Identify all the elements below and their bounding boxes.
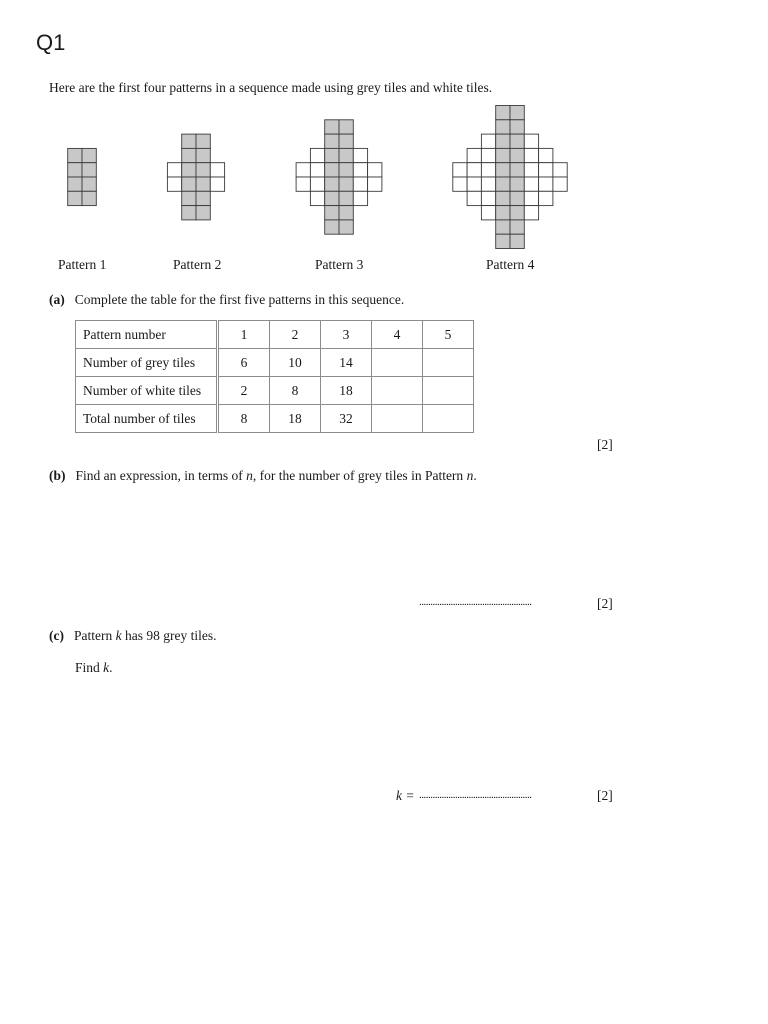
pattern-4-label: Pattern 4	[486, 257, 535, 272]
part-b-var-n: n	[246, 468, 253, 483]
part-c-label: (c)	[49, 628, 64, 643]
grey-tile	[68, 163, 82, 177]
white-tile	[524, 191, 538, 205]
grey-tile	[196, 191, 210, 205]
grey-tile	[68, 177, 82, 191]
part-c-text-2: has 98 grey tiles.	[121, 628, 217, 643]
grey-tile	[196, 134, 210, 148]
white-tile	[481, 163, 495, 177]
pattern-2-tiles	[167, 134, 224, 220]
white-tile	[210, 177, 224, 191]
white-tile	[481, 177, 495, 191]
part-c-answer-line[interactable]: ..................................................	[419, 789, 532, 801]
grey-tile	[496, 120, 510, 134]
table-cell: 10	[270, 349, 321, 377]
grey-tile	[82, 163, 96, 177]
white-tile	[539, 148, 553, 162]
grey-tile	[325, 220, 339, 234]
grey-tile	[196, 206, 210, 220]
tiles-table	[75, 320, 474, 433]
white-tile	[453, 163, 467, 177]
table-cell: 1	[218, 321, 270, 349]
grey-tile	[196, 148, 210, 162]
pattern-4-tiles	[453, 106, 567, 249]
table-cell: 4	[372, 321, 423, 349]
pattern-1-label: Pattern 1	[58, 257, 107, 272]
white-tile	[310, 163, 324, 177]
patterns-diagram	[0, 100, 768, 250]
white-tile	[539, 177, 553, 191]
part-b-text-3: .	[473, 468, 477, 483]
white-tile	[210, 163, 224, 177]
grey-tile	[182, 134, 196, 148]
white-tile	[310, 177, 324, 191]
grey-tile	[496, 148, 510, 162]
table-answer-cell[interactable]	[423, 349, 474, 377]
white-tile	[368, 163, 382, 177]
part-c-find-var: k	[103, 660, 110, 675]
grey-tile	[510, 134, 524, 148]
grey-tile	[339, 120, 353, 134]
grey-tile	[510, 163, 524, 177]
grey-tile	[496, 191, 510, 205]
table-row-header: Pattern number	[76, 321, 218, 349]
part-c-prompt	[49, 628, 216, 644]
white-tile	[353, 148, 367, 162]
white-tile	[353, 191, 367, 205]
part-c-find	[75, 660, 113, 676]
part-b-label: (b)	[49, 468, 66, 483]
table-row	[76, 377, 474, 405]
white-tile	[467, 148, 481, 162]
part-c-var-k: k	[115, 628, 122, 643]
white-tile	[539, 191, 553, 205]
part-b-text-2: , for the number of grey tiles in Pattern	[252, 468, 467, 483]
part-c-find-text: Find	[75, 660, 104, 675]
grey-tile	[339, 163, 353, 177]
grey-tile	[182, 206, 196, 220]
white-tile	[467, 163, 481, 177]
table-answer-cell[interactable]	[372, 405, 423, 433]
grey-tile	[325, 206, 339, 220]
table-cell: 8	[270, 377, 321, 405]
grey-tile	[196, 163, 210, 177]
part-b-var-n-2: n	[466, 468, 474, 483]
table-row	[76, 321, 474, 349]
grey-tile	[496, 234, 510, 248]
part-b-prompt	[49, 468, 477, 484]
part-a-marks: [2]	[597, 437, 613, 452]
white-tile	[481, 191, 495, 205]
table-answer-cell[interactable]	[372, 349, 423, 377]
part-c-text-1: Pattern	[73, 628, 116, 643]
grey-tile	[496, 134, 510, 148]
table-cell: 2	[218, 377, 270, 405]
grey-tile	[510, 177, 524, 191]
grey-tile	[339, 220, 353, 234]
grey-tile	[82, 191, 96, 205]
white-tile	[167, 163, 181, 177]
grey-tile	[68, 191, 82, 205]
pattern-3-tiles	[296, 120, 382, 234]
grey-tile	[496, 177, 510, 191]
grey-tile	[325, 177, 339, 191]
grey-tile	[196, 177, 210, 191]
table-row-header: Total number of tiles	[76, 405, 218, 433]
white-tile	[467, 177, 481, 191]
grey-tile	[510, 206, 524, 220]
grey-tile	[339, 206, 353, 220]
white-tile	[524, 148, 538, 162]
white-tile	[553, 163, 567, 177]
grey-tile	[510, 191, 524, 205]
white-tile	[296, 177, 310, 191]
part-c-marks: [2]	[597, 788, 613, 803]
white-tile	[539, 163, 553, 177]
part-c-answer-prefix: k =	[396, 788, 415, 803]
part-a-label: (a)	[49, 292, 65, 307]
part-b-answer-line[interactable]: ..................................................	[419, 596, 532, 608]
table-cell: 5	[423, 321, 474, 349]
grey-tile	[325, 148, 339, 162]
grey-tile	[82, 148, 96, 162]
part-a-text: Complete the table for the first five patterns in this sequence.	[74, 292, 405, 307]
grey-tile	[496, 220, 510, 234]
table-cell: 32	[321, 405, 372, 433]
pattern-2-label: Pattern 2	[173, 257, 222, 272]
white-tile	[310, 191, 324, 205]
grey-tile	[510, 148, 524, 162]
pattern-3-label: Pattern 3	[315, 257, 364, 272]
table-cell: 6	[218, 349, 270, 377]
grey-tile	[339, 191, 353, 205]
grey-tile	[182, 191, 196, 205]
white-tile	[481, 206, 495, 220]
table-answer-cell[interactable]	[423, 377, 474, 405]
table-row	[76, 349, 474, 377]
part-b-text-1: Find an expression, in terms of	[75, 468, 247, 483]
grey-tile	[339, 148, 353, 162]
white-tile	[553, 177, 567, 191]
part-b-marks: [2]	[597, 596, 613, 611]
part-c-find-end: .	[109, 660, 113, 675]
grey-tile	[510, 220, 524, 234]
white-tile	[368, 177, 382, 191]
white-tile	[167, 177, 181, 191]
grey-tile	[82, 177, 96, 191]
white-tile	[296, 163, 310, 177]
table-answer-cell[interactable]	[372, 377, 423, 405]
question-number: Q1	[36, 30, 66, 55]
grey-tile	[182, 177, 196, 191]
part-a-prompt	[49, 292, 404, 308]
grey-tile	[325, 191, 339, 205]
white-tile	[310, 148, 324, 162]
table-cell: 18	[321, 377, 372, 405]
grey-tile	[510, 106, 524, 120]
grey-tile	[68, 148, 82, 162]
grey-tile	[339, 177, 353, 191]
grey-tile	[510, 120, 524, 134]
white-tile	[353, 177, 367, 191]
grey-tile	[325, 120, 339, 134]
white-tile	[524, 206, 538, 220]
table-row-header: Number of grey tiles	[76, 349, 218, 377]
table-cell: 18	[270, 405, 321, 433]
grey-tile	[325, 134, 339, 148]
table-cell: 2	[270, 321, 321, 349]
grey-tile	[496, 206, 510, 220]
table-answer-cell[interactable]	[423, 405, 474, 433]
white-tile	[481, 148, 495, 162]
grey-tile	[182, 148, 196, 162]
table-row	[76, 405, 474, 433]
grey-tile	[510, 234, 524, 248]
white-tile	[524, 177, 538, 191]
table-cell: 14	[321, 349, 372, 377]
grey-tile	[325, 163, 339, 177]
table-cell: 8	[218, 405, 270, 433]
white-tile	[524, 134, 538, 148]
white-tile	[467, 191, 481, 205]
grey-tile	[496, 163, 510, 177]
grey-tile	[339, 134, 353, 148]
grey-tile	[182, 163, 196, 177]
white-tile	[481, 134, 495, 148]
white-tile	[524, 163, 538, 177]
white-tile	[453, 177, 467, 191]
pattern-1-tiles	[68, 148, 97, 205]
question-intro: Here are the first four patterns in a sequence made using grey tiles and white tiles.	[49, 80, 493, 95]
grey-tile	[496, 106, 510, 120]
table-cell: 3	[321, 321, 372, 349]
table-row-header: Number of white tiles	[76, 377, 218, 405]
white-tile	[353, 163, 367, 177]
